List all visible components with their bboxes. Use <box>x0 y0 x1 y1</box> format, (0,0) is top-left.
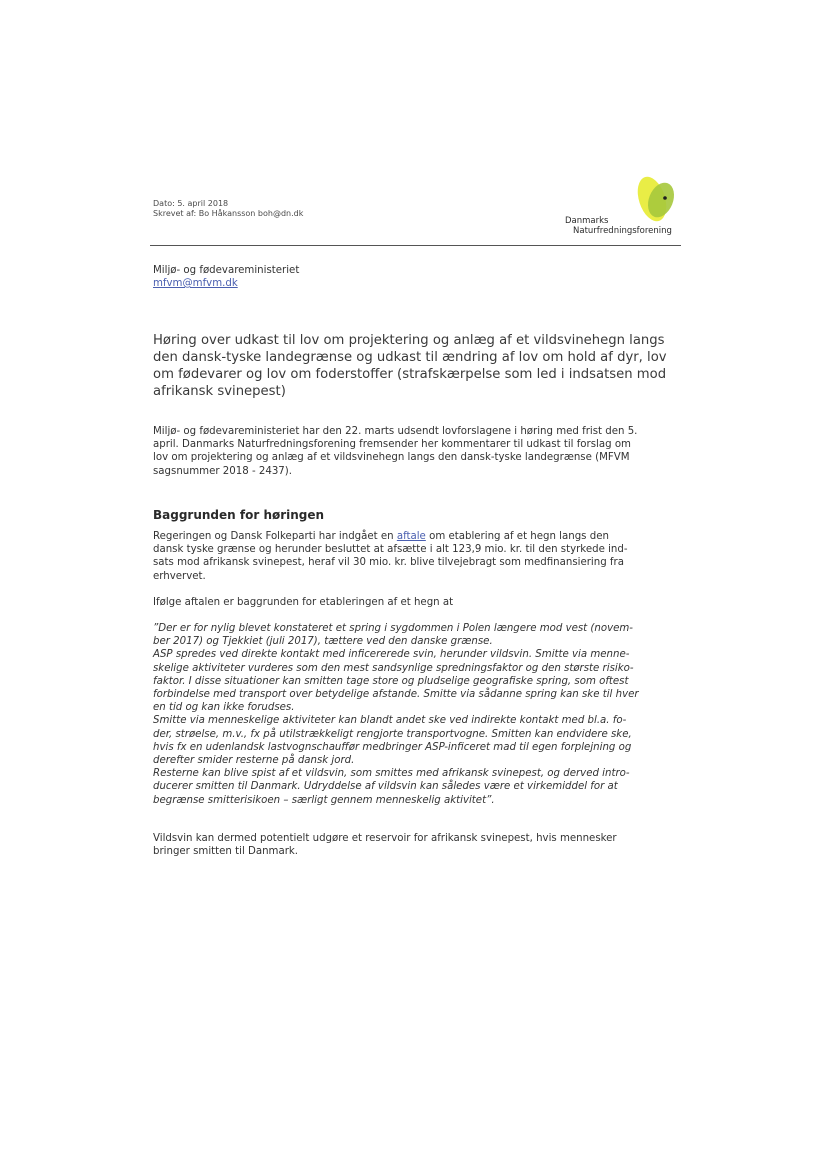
title-line: den dansk-tyske landegrænse og udkast til ændring af lov om hold af dyr, lov <box>153 350 667 365</box>
agreement-intro: Ifølge aftalen er baggrunden for etableringen af et hegn at <box>153 597 454 608</box>
title-line: om fødevarer og lov om foderstoffer (strafskærpelse som led i indsatsen mod <box>153 367 667 382</box>
agreement-link[interactable]: aftale <box>396 531 426 542</box>
background-paragraph <box>153 530 683 583</box>
background-line: dansk tyske grænse og herunder besluttet at afsætte i alt 123,9 mio. kr. til den styrkede ind- <box>153 544 628 556</box>
quote-line: skelige aktiviteter vurderes som den mest sandsynlige spredningsfaktor og den største risiko- <box>153 662 634 674</box>
leaf-logo-icon <box>628 172 680 224</box>
logo-text-line1: Danmarks <box>565 216 609 226</box>
quote-line: derefter smider resterne på dansk jord. <box>153 755 355 767</box>
background-line: sats mod afrikansk svinepest, heraf vil 30 mio. kr. blive tilvejebragt som medfinansiering fra <box>153 557 624 569</box>
intro-line: sagsnummer 2018 - 2437). <box>153 465 292 477</box>
quote-line: begrænse smitterisikoen – særligt gennem menneskelig aktivitet”. <box>153 794 495 806</box>
intro-line: april. Danmarks Naturfredningsforening fremsender her kommentarer til udkast til forslag om <box>153 439 631 451</box>
quote-line: faktor. I disse situationer kan smitten tage store og pludselige geografiske spring, som oftest <box>153 675 629 687</box>
conclusion-line: bringer smitten til Danmark. <box>153 846 299 858</box>
quote-line: hvis fx en udenlandsk lastvognschauffør medbringer ASP-inficeret mad til egen forplejning og <box>153 741 632 753</box>
recipient-email-link[interactable]: mfvm@mfvm.dk <box>153 278 238 289</box>
agreement-quote <box>153 622 683 807</box>
quote-line: der, strøelse, m.v., fx på utilstrækkeligt rengjorte transportvogne. Smitten kan endvidere ske, <box>153 728 632 740</box>
background-line1-text-after: om etablering af et hegn langs den <box>425 531 609 542</box>
title-line: Høring over udkast til lov om projektering og anlæg af et vildsvinehegn langs <box>153 333 665 348</box>
document-author: Skrevet af: Bo Håkansson boh@dn.dk <box>153 209 304 218</box>
quote-line: ”Der er for nylig blevet konstateret et spring i sygdommen i Polen længere mod vest (novem- <box>153 623 633 634</box>
quote-line: forbindelse med transport over betydelige afstande. Smitte via sådanne spring kan ske til hver <box>153 689 639 701</box>
quote-line: Resterne kan blive spist af et vildsvin, som smittes med afrikansk svinepest, og derved intro- <box>153 768 630 780</box>
recipient-name: Miljø- og fødevareministeriet <box>153 265 300 276</box>
organization-logo <box>628 172 680 224</box>
title-line: afrikansk svinepest) <box>153 384 286 399</box>
header-divider <box>150 245 681 246</box>
quote-line: Smitte via menneskelige aktiviteter kan blandt andet ske ved indirekte kontakt med bl.a. fo- <box>153 715 627 727</box>
intro-paragraph <box>153 425 683 478</box>
section-heading: Baggrunden for høringen <box>153 508 325 522</box>
conclusion-line: Vildsvin kan dermed potentielt udgøre et reservoir for afrikansk svinepest, hvis mennesker <box>153 833 617 844</box>
quote-line: ducerer smitten til Danmark. Udryddelse af vildsvin kan således være et virkemiddel for at <box>153 781 618 793</box>
conclusion-paragraph <box>153 832 683 858</box>
intro-line: lov om projektering og anlæg af et vildsvinehegn langs den dansk-tyske landegrænse (MFVM <box>153 452 630 464</box>
background-line <box>153 530 683 543</box>
logo-text-line2: Naturfredningsforening <box>573 226 672 236</box>
intro-line: Miljø- og fødevareministeriet har den 22. marts udsendt lovforslagene i høring med frist den 5. <box>153 426 638 437</box>
background-line: erhvervet. <box>153 570 206 582</box>
document-date: Dato: 5. april 2018 <box>153 199 229 208</box>
quote-line: en tid og kan ikke forudses. <box>153 702 295 714</box>
document-title <box>153 332 683 400</box>
quote-line: ASP spredes ved direkte kontakt med inficererede svin, herunder vildsvin. Smitte via menne- <box>153 649 630 661</box>
background-line1-text: Regeringen og Dansk Folkeparti har indgået en <box>153 531 397 542</box>
quote-line: ber 2017) og Tjekkiet (juli 2017), tættere ved den danske grænse. <box>153 636 493 648</box>
